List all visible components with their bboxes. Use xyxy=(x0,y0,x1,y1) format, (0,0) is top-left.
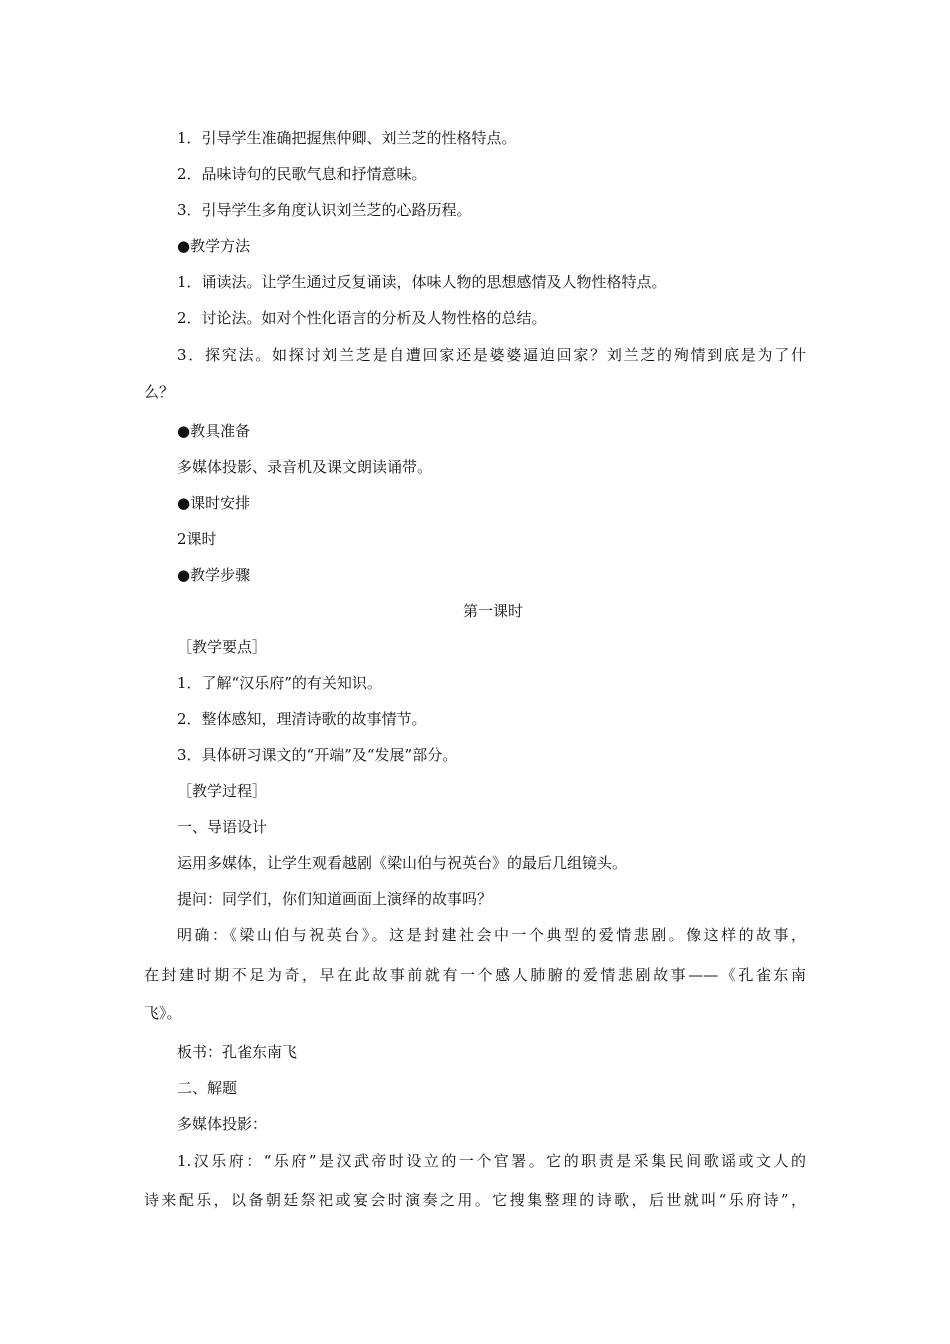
goal-3: 3．引导学生多角度认识刘兰芝的心路历程。 xyxy=(177,201,472,219)
key-points-heading: ［教学要点］ xyxy=(177,638,268,656)
goal-1: 1．引导学生准确把握焦仲卿、刘兰芝的性格特点。 xyxy=(177,129,517,147)
intro-heading: 一、导语设计 xyxy=(177,818,268,836)
steps-heading: ●教学步骤 xyxy=(177,566,251,584)
tools-heading: ●教具准备 xyxy=(177,422,251,440)
answer-line-1: 明确：《梁山伯与祝英台》。这是封建社会中一个典型的爱情悲剧。像这样的故事， xyxy=(177,926,806,944)
explain-heading: 二、解题 xyxy=(177,1079,238,1097)
key-point-1: 1．了解“汉乐府”的有关知识。 xyxy=(177,674,382,692)
answer-line-3: 飞》。 xyxy=(144,1004,182,1022)
tools-text: 多媒体投影、录音机及课文朗读诵带。 xyxy=(177,458,433,476)
yuefu-line-1: 1.汉乐府：“乐府”是汉武帝时设立的一个官署。它的职责是采集民间歌谣或文人的 xyxy=(177,1152,806,1170)
question-text: 提问：同学们，你们知道画面上演绎的故事吗？ xyxy=(177,890,493,908)
schedule-text: 2课时 xyxy=(177,530,217,548)
method-3-line-2: 么？ xyxy=(144,383,175,401)
process-heading: ［教学过程］ xyxy=(177,782,268,800)
methods-heading: ●教学方法 xyxy=(177,237,251,255)
method-1: 1．诵读法。让学生通过反复诵读，体味人物的思想感情及人物性格特点。 xyxy=(177,273,667,291)
board-text: 板书：孔雀东南飞 xyxy=(177,1043,298,1061)
key-point-3: 3．具体研习课文的“开端”及“发展”部分。 xyxy=(177,746,458,764)
key-point-2: 2．整体感知，理清诗歌的故事情节。 xyxy=(177,710,427,728)
schedule-heading: ●课时安排 xyxy=(177,494,251,512)
lesson-title: 第一课时 xyxy=(462,602,523,620)
goal-2: 2．品味诗句的民歌气息和抒情意味。 xyxy=(177,165,427,183)
method-2: 2．讨论法。如对个性化语言的分析及人物性格的总结。 xyxy=(177,309,547,327)
projection-label: 多媒体投影： xyxy=(177,1115,268,1133)
answer-line-2: 在封建时期不足为奇，早在此故事前就有一个感人肺腑的爱情悲剧故事——《孔雀东南 xyxy=(144,966,806,984)
intro-text: 运用多媒体，让学生观看越剧《梁山伯与祝英台》的最后几组镜头。 xyxy=(177,854,628,872)
yuefu-line-2: 诗来配乐，以备朝廷祭祀或宴会时演奏之用。它搜集整理的诗歌，后世就叫“乐府诗”， xyxy=(144,1191,806,1209)
method-3-line-1: 3．探究法。如探讨刘兰芝是自遭回家还是婆婆逼迫回家？刘兰芝的殉情到底是为了什 xyxy=(177,346,806,364)
